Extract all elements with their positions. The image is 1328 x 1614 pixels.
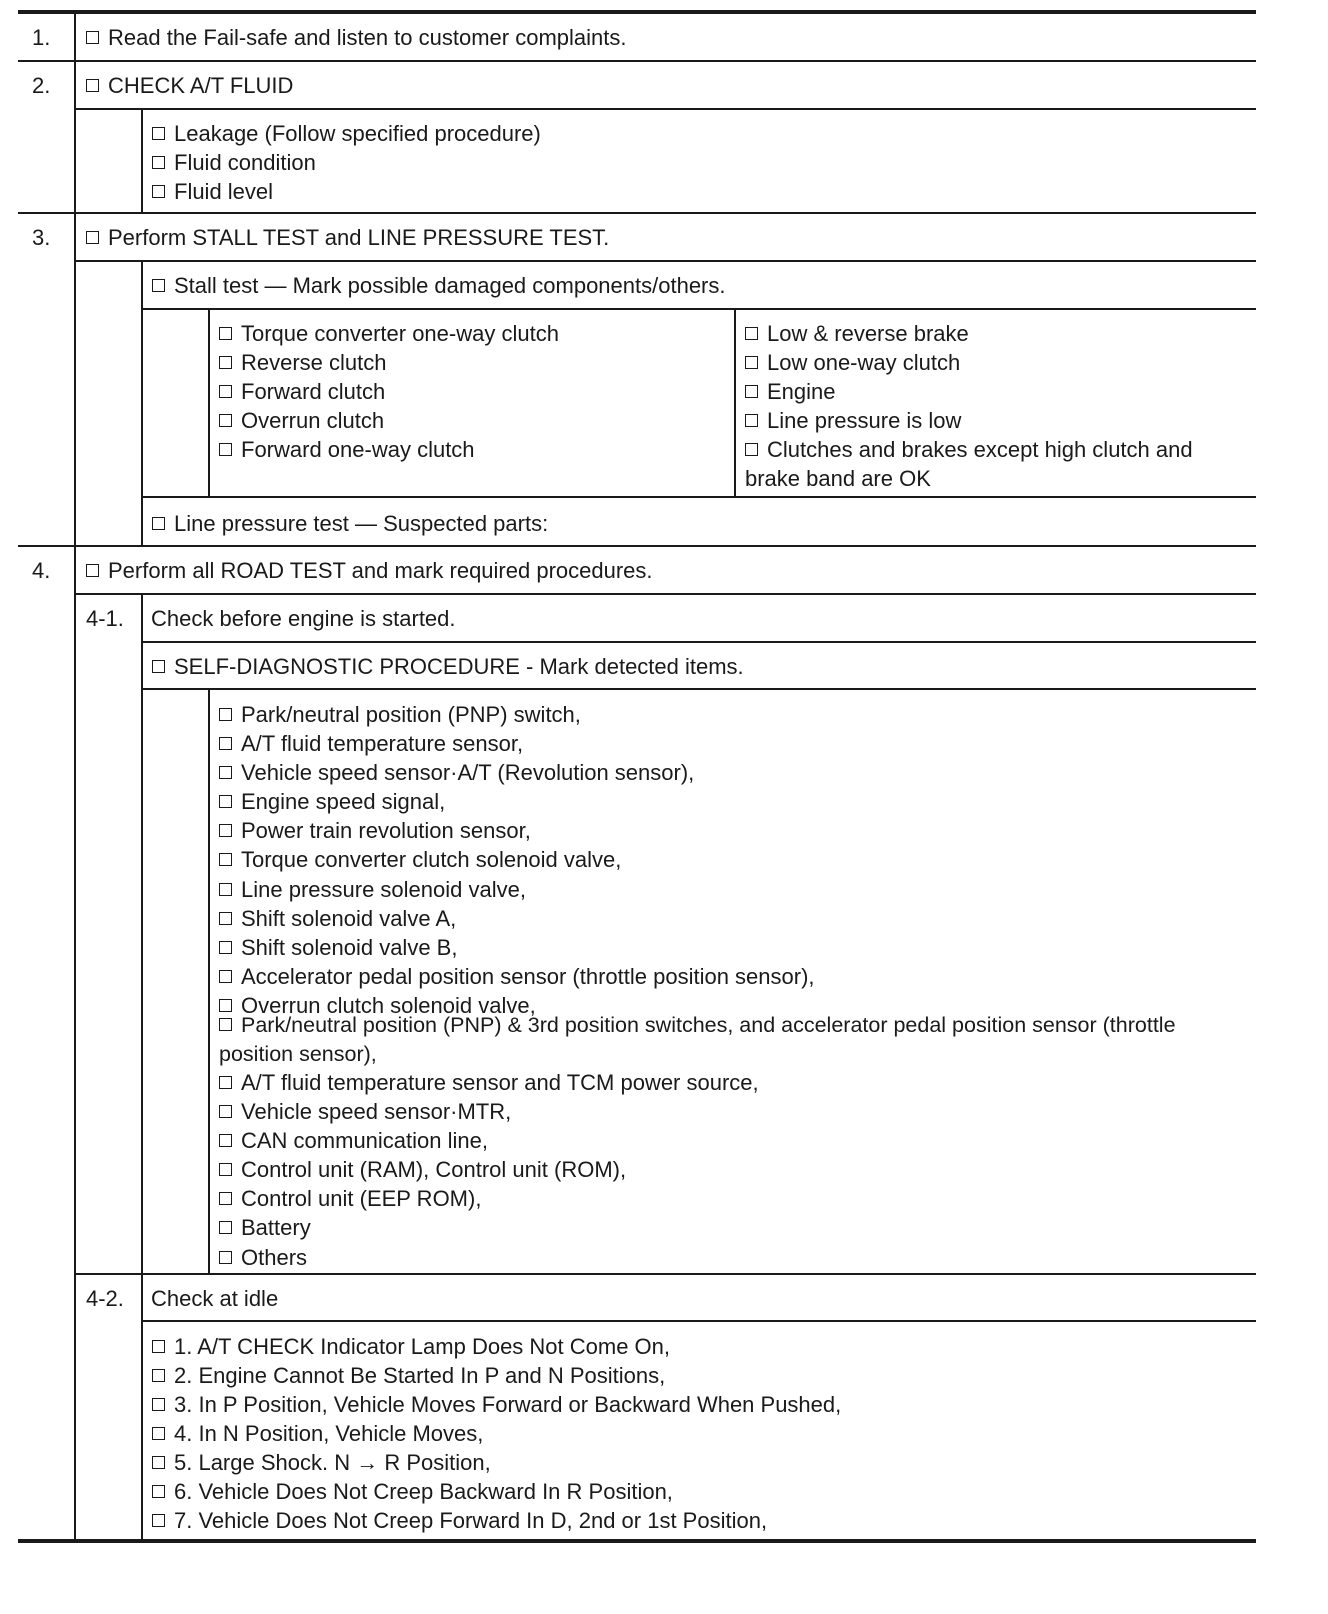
list-item[interactable]: Shift solenoid valve B, bbox=[219, 933, 815, 962]
rule-stall-grid bbox=[142, 308, 1256, 310]
col-rule-4-2 bbox=[141, 1273, 143, 1541]
checkbox-icon[interactable] bbox=[745, 385, 758, 398]
self-diag-label[interactable]: SELF-DIAGNOSTIC PROCEDURE - Mark detected items. bbox=[152, 652, 744, 681]
step-4-text[interactable]: Perform all ROAD TEST and mark required procedures. bbox=[86, 556, 653, 585]
checkbox-icon[interactable] bbox=[152, 1427, 165, 1440]
col-rule-3 bbox=[141, 260, 143, 547]
checkbox-icon[interactable] bbox=[219, 385, 232, 398]
list-item[interactable]: 6. Vehicle Does Not Creep Backward In R Position, bbox=[152, 1477, 841, 1506]
checkbox-icon[interactable] bbox=[745, 356, 758, 369]
sub-4-1-text: Check before engine is started. bbox=[151, 606, 456, 631]
checkbox-icon[interactable] bbox=[86, 79, 99, 92]
rule-4-1-sub bbox=[142, 641, 1256, 643]
checkbox-icon[interactable] bbox=[219, 356, 232, 369]
list-item[interactable]: Leakage (Follow specified procedure) bbox=[152, 119, 541, 148]
rule-1-2 bbox=[18, 60, 1256, 62]
list-item[interactable]: Line pressure solenoid valve, bbox=[219, 875, 815, 904]
col-rule-stall-inner bbox=[208, 308, 210, 498]
checkbox-icon[interactable] bbox=[152, 1340, 165, 1353]
diag-long-item[interactable]: Park/neutral position (PNP) & 3rd position switches, and accelerator pedal position sensor (throttle position sensor), bbox=[219, 1013, 1176, 1066]
step-2-number: 2. bbox=[32, 73, 51, 98]
stall-right-list bbox=[745, 319, 969, 435]
checkbox-icon[interactable] bbox=[219, 824, 232, 837]
list-item[interactable]: Accelerator pedal position sensor (throttle position sensor), bbox=[219, 962, 815, 991]
checkbox-icon[interactable] bbox=[219, 1192, 232, 1205]
rule-diag bbox=[142, 688, 1256, 690]
rule-3-4 bbox=[18, 545, 1256, 547]
list-item[interactable]: 7. Vehicle Does Not Creep Forward In D, 2nd or 1st Position, bbox=[152, 1506, 841, 1535]
checkbox-icon[interactable] bbox=[219, 1163, 232, 1176]
checkbox-icon[interactable] bbox=[219, 327, 232, 340]
checkbox-icon[interactable] bbox=[219, 1251, 232, 1264]
list-item[interactable]: 4. In N Position, Vehicle Moves, bbox=[152, 1419, 841, 1448]
stall-left-list bbox=[219, 319, 559, 464]
step-3-text[interactable]: Perform STALL TEST and LINE PRESSURE TEST. bbox=[86, 223, 609, 252]
list-item[interactable]: 3. In P Position, Vehicle Moves Forward or Backward When Pushed, bbox=[152, 1390, 841, 1419]
checkbox-icon[interactable] bbox=[219, 414, 232, 427]
list-item[interactable]: Line pressure is low bbox=[745, 406, 969, 435]
rule-2-3 bbox=[18, 212, 1256, 214]
checkbox-icon[interactable] bbox=[152, 660, 165, 673]
checkbox-icon[interactable] bbox=[219, 795, 232, 808]
checkbox-icon[interactable] bbox=[219, 737, 232, 750]
checkbox-icon[interactable] bbox=[152, 1485, 165, 1498]
list-item[interactable]: Vehicle speed sensor·MTR, bbox=[219, 1097, 759, 1126]
list-item[interactable]: Fluid condition bbox=[152, 148, 541, 177]
stall-right-last-item[interactable]: Clutches and brakes except high clutch and brake band are OK bbox=[745, 437, 1193, 491]
list-item[interactable]: Torque converter clutch solenoid valve, bbox=[219, 845, 815, 874]
checkbox-icon[interactable] bbox=[152, 1456, 165, 1469]
checkbox-icon[interactable] bbox=[219, 1221, 232, 1234]
checkbox-icon[interactable] bbox=[745, 414, 758, 427]
sub-4-2-text: Check at idle bbox=[151, 1286, 279, 1311]
stall-test-label[interactable]: Stall test — Mark possible damaged components/others. bbox=[152, 271, 726, 300]
checkbox-icon[interactable] bbox=[219, 1105, 232, 1118]
list-item[interactable]: A/T fluid temperature sensor, bbox=[219, 729, 815, 758]
list-item[interactable]: Others bbox=[219, 1243, 759, 1272]
rule-4-2 bbox=[75, 1273, 1256, 1275]
checkbox-icon[interactable] bbox=[219, 1076, 232, 1089]
col-rule-stall-mid bbox=[734, 308, 736, 498]
checkbox-icon[interactable] bbox=[152, 1398, 165, 1411]
list-item[interactable]: Overrun clutch solenoid valve, bbox=[219, 991, 815, 1020]
checkbox-icon[interactable] bbox=[219, 708, 232, 721]
checkbox-icon[interactable] bbox=[152, 185, 165, 198]
list-item[interactable]: 5. Large Shock. N → R Position, bbox=[152, 1448, 841, 1477]
list-item[interactable]: 1. A/T CHECK Indicator Lamp Does Not Come On, bbox=[152, 1332, 841, 1361]
rule-4-sub bbox=[75, 593, 1256, 595]
list-item[interactable]: Overrun clutch bbox=[219, 406, 559, 435]
checkbox-icon[interactable] bbox=[219, 912, 232, 925]
list-item[interactable]: Low & reverse brake bbox=[745, 319, 969, 348]
step-1-text[interactable]: Read the Fail-safe and listen to customer complaints. bbox=[86, 23, 626, 52]
list-item[interactable]: Power train revolution sensor, bbox=[219, 816, 815, 845]
list-item[interactable]: Shift solenoid valve A, bbox=[219, 904, 815, 933]
step-1-number: 1. bbox=[32, 25, 51, 50]
list-item[interactable]: Control unit (RAM), Control unit (ROM), bbox=[219, 1155, 759, 1184]
col-rule-4-1 bbox=[141, 593, 143, 1275]
checkbox-icon[interactable] bbox=[219, 443, 232, 456]
sub-4-1-number: 4-1. bbox=[86, 606, 124, 631]
checkbox-icon[interactable] bbox=[152, 127, 165, 140]
checkbox-icon[interactable] bbox=[86, 231, 99, 244]
checkbox-icon[interactable] bbox=[152, 1514, 165, 1527]
list-item[interactable]: Engine bbox=[745, 377, 969, 406]
line-pressure-label[interactable]: Line pressure test — Suspected parts: bbox=[152, 509, 548, 538]
checkbox-icon[interactable] bbox=[219, 1018, 232, 1031]
checkbox-icon[interactable] bbox=[152, 279, 165, 292]
checkbox-icon[interactable] bbox=[219, 766, 232, 779]
list-item[interactable]: Control unit (EEP ROM), bbox=[219, 1184, 759, 1213]
checkbox-icon[interactable] bbox=[219, 999, 232, 1012]
list-item[interactable]: 2. Engine Cannot Be Started In P and N Positions, bbox=[152, 1361, 841, 1390]
rule-2-sub bbox=[75, 108, 1256, 110]
fluid-check-list bbox=[152, 119, 541, 206]
list-item[interactable]: Engine speed signal, bbox=[219, 787, 815, 816]
list-item[interactable]: Vehicle speed sensor·A/T (Revolution sensor), bbox=[219, 758, 815, 787]
checkbox-icon[interactable] bbox=[86, 564, 99, 577]
list-item[interactable]: Forward clutch bbox=[219, 377, 559, 406]
step-2-text[interactable]: CHECK A/T FLUID bbox=[86, 71, 293, 100]
col-rule-2 bbox=[141, 108, 143, 214]
checkbox-icon[interactable] bbox=[152, 517, 165, 530]
rule-4-2-sub bbox=[142, 1320, 1256, 1322]
col-rule-main bbox=[74, 12, 76, 1541]
list-item[interactable]: Park/neutral position (PNP) switch, bbox=[219, 700, 815, 729]
step-4-number: 4. bbox=[32, 558, 51, 583]
top-border bbox=[18, 10, 1256, 14]
checkbox-icon[interactable] bbox=[219, 970, 232, 983]
checkbox-icon[interactable] bbox=[745, 327, 758, 340]
list-item[interactable]: A/T fluid temperature sensor and TCM power source, bbox=[219, 1068, 759, 1097]
col-rule-diag-inner bbox=[208, 688, 210, 1275]
step-3-number: 3. bbox=[32, 225, 51, 250]
checkbox-icon[interactable] bbox=[152, 1369, 165, 1382]
checkbox-icon[interactable] bbox=[219, 883, 232, 896]
diag-items-list-a bbox=[219, 700, 815, 1020]
list-item[interactable]: Battery bbox=[219, 1213, 759, 1242]
checkbox-icon[interactable] bbox=[219, 1134, 232, 1147]
rule-stall-end bbox=[142, 496, 1256, 498]
checkbox-icon[interactable] bbox=[219, 853, 232, 866]
checkbox-icon[interactable] bbox=[86, 31, 99, 44]
rule-3-sub bbox=[75, 260, 1256, 262]
list-item[interactable]: Forward one-way clutch bbox=[219, 435, 559, 464]
bottom-border bbox=[18, 1539, 1256, 1543]
list-item[interactable]: Torque converter one-way clutch bbox=[219, 319, 559, 348]
list-item[interactable]: Fluid level bbox=[152, 177, 541, 206]
list-item[interactable]: Reverse clutch bbox=[219, 348, 559, 377]
checkbox-icon[interactable] bbox=[745, 443, 758, 456]
checkbox-icon[interactable] bbox=[152, 156, 165, 169]
list-item[interactable]: Low one-way clutch bbox=[745, 348, 969, 377]
list-item[interactable]: CAN communication line, bbox=[219, 1126, 759, 1155]
checkbox-icon[interactable] bbox=[219, 941, 232, 954]
sub-4-2-number: 4-2. bbox=[86, 1286, 124, 1311]
diag-items-list-b bbox=[219, 1068, 759, 1272]
idle-check-list bbox=[152, 1332, 841, 1535]
